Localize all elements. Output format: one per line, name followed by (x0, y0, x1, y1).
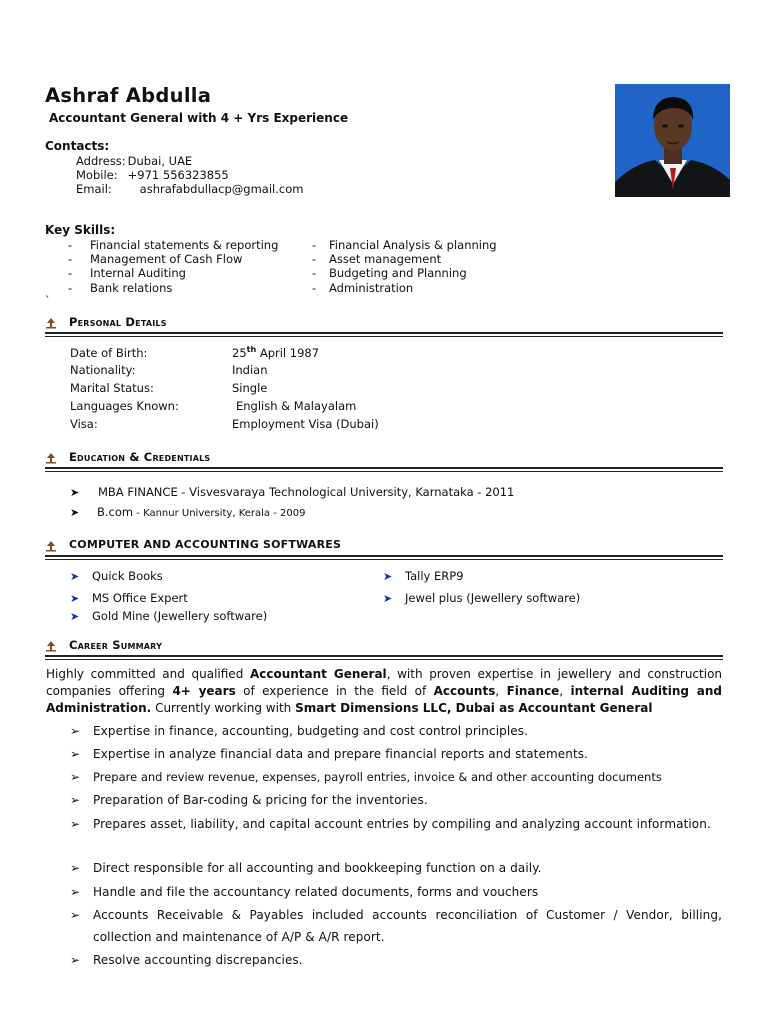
duty-item: ➢ Direct responsible for all accounting and bookkeeping function on a daily. (70, 857, 722, 879)
career-summary-paragraph: Highly committed and qualified Accountant General, with proven expertise in jewellery and construction companies offering 4+ years of experience in the field of Accounts, Finance, internal Auditing and Administration. Currently working with Smart Dimensions LLC, Dubai as Accountant General (46, 667, 723, 715)
skill-item: - Bank relations (68, 281, 173, 295)
education-item: ➤ MBA FINANCE - Visvesvaraya Technological University, Karnataka - 2011 (70, 485, 515, 499)
section-title: Education & Credentials (69, 450, 211, 464)
duty-item: ➢ Handle and file the accountancy related documents, forms and vouchers (70, 881, 722, 903)
nationality-value: Indian (232, 363, 268, 377)
skill-item: - Internal Auditing (68, 266, 186, 280)
arrow-icon: ➢ (70, 908, 81, 922)
dob-day: 25 (232, 345, 247, 360)
arrow-icon: ➤ (383, 592, 393, 605)
arrow-icon: ➤ (70, 486, 80, 499)
section-rule (45, 467, 723, 469)
skill-item: - Asset management (312, 252, 442, 266)
stray-mark: ` (45, 294, 51, 307)
contact-address-row (76, 154, 192, 168)
languages-value: English & Malayalam (236, 399, 357, 413)
arrow-icon: ➢ (70, 724, 81, 738)
personal-languages-row (70, 399, 356, 413)
section-bullet-icon (45, 540, 57, 552)
contact-email-row (76, 182, 303, 196)
skill-item: - Financial statements & reporting (68, 238, 279, 252)
duty-item: ➢ Expertise in finance, accounting, budgeting and cost control principles. (70, 720, 722, 742)
key-skills-heading: Key Skills: (45, 223, 116, 237)
personal-marital-row (70, 381, 267, 395)
education-item: ➤ B.com - Kannur University, Kerala - 2009 (70, 505, 306, 519)
section-rule (45, 336, 723, 337)
dob-rest: April 1987 (256, 345, 320, 360)
candidate-name: Ashraf Abdulla (45, 84, 212, 107)
section-rule (45, 555, 723, 557)
arrow-icon: ➤ (70, 592, 80, 605)
skill-item: - Administration (312, 281, 414, 295)
section-title: Career Summary (69, 638, 163, 652)
arrow-icon: ➤ (70, 610, 80, 623)
skill-item: - Management of Cash Flow (68, 252, 243, 266)
arrow-icon: ➢ (70, 793, 81, 807)
arrow-icon: ➢ (70, 953, 81, 967)
arrow-icon: ➢ (70, 885, 81, 899)
candidate-subtitle: Accountant General with 4 + Yrs Experience (49, 111, 349, 125)
section-rule (45, 471, 723, 472)
visa-value: Employment Visa (Dubai) (232, 417, 379, 431)
software-item: ➤ Quick Books (70, 569, 163, 583)
arrow-icon: ➢ (70, 817, 81, 831)
marital-label: Marital Status: (70, 381, 154, 395)
visa-label: Visa: (70, 417, 98, 431)
section-title: COMPUTER AND ACCOUNTING SOFTWARES (69, 538, 342, 551)
software-item: ➤ MS Office Expert (70, 591, 188, 605)
profile-photo-illustration (615, 84, 730, 197)
section-bullet-icon (45, 317, 57, 329)
duty-item: ➢ Expertise in analyze financial data and prepare financial reports and statements. (70, 743, 722, 765)
mobile-label: Mobile: (76, 168, 118, 182)
duty-item: ➢ Preparation of Bar-coding & pricing for the inventories. (70, 789, 722, 811)
software-item: ➤ Jewel plus (Jewellery software) (383, 591, 581, 605)
dob-label: Date of Birth: (70, 345, 148, 360)
section-bullet-icon (45, 640, 57, 652)
duty-item: ➢ Prepare and review revenue, expenses, payroll entries, invoice & and other accounting documents (70, 766, 722, 788)
email-label: Email: (76, 182, 112, 196)
duty-item: ➢ Resolve accounting discrepancies. (70, 949, 722, 971)
arrow-icon: ➢ (70, 770, 81, 784)
personal-visa-row (70, 417, 379, 431)
section-bullet-icon (45, 452, 57, 464)
contacts-heading: Contacts: (45, 139, 110, 153)
section-title: Personal Details (69, 315, 167, 329)
section-rule (45, 655, 723, 657)
arrow-icon: ➤ (70, 506, 80, 519)
email-value[interactable]: ashrafabdullacp@gmail.com (139, 182, 304, 196)
mobile-value: +971 556323855 (127, 168, 229, 182)
section-rule (45, 659, 723, 660)
duty-item: ➢ Prepares asset, liability, and capital account entries by compiling and analyzing account information. (70, 813, 722, 835)
languages-label: Languages Known: (70, 399, 179, 413)
section-rule (45, 332, 723, 334)
software-item: ➤ Gold Mine (Jewellery software) (70, 609, 268, 623)
arrow-icon: ➢ (70, 861, 81, 875)
skill-item: - Budgeting and Planning (312, 266, 467, 280)
contact-mobile-row (76, 168, 229, 182)
address-value: Dubai, UAE (127, 154, 193, 168)
arrow-icon: ➢ (70, 747, 81, 761)
software-item: ➤ Tally ERP9 (383, 569, 464, 583)
nationality-label: Nationality: (70, 363, 136, 377)
arrow-icon: ➤ (383, 570, 393, 583)
personal-dob-row (70, 345, 319, 360)
address-label: Address: (76, 154, 126, 168)
duty-item: ➢ Accounts Receivable & Payables included accounts reconciliation of Customer / Vendor, billing, collection and maintenance of A/P & A/R report. (70, 904, 722, 948)
section-rule (45, 559, 723, 560)
dob-suffix: th (246, 345, 257, 354)
arrow-icon: ➤ (70, 570, 80, 583)
skill-item: - Financial Analysis & planning (312, 238, 497, 252)
profile-photo (615, 84, 730, 197)
personal-nationality-row (70, 363, 268, 377)
marital-value: Single (232, 381, 268, 395)
